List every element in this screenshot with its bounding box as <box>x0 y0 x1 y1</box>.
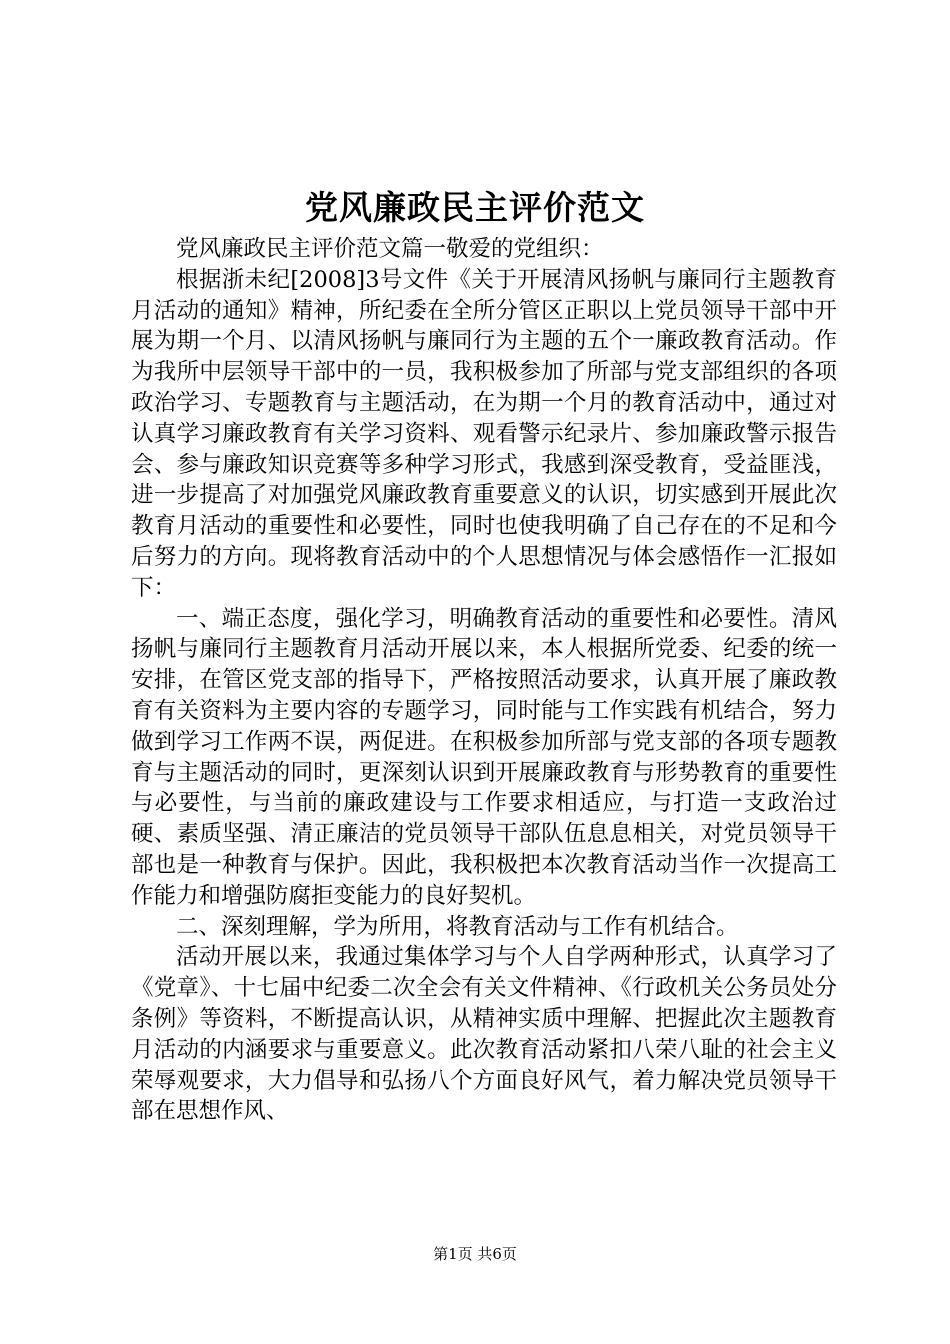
paragraph-section-one: 一、端正态度，强化学习，明确教育活动的重要性和必要性。清风扬帆与廉同行主题教育月活动开展以来，本人根据所党委、纪委的统一安排，在管区党支部的指导下，严格按照活动要求，认真开展了廉政教育有关资料为主要内容的专题学习，同时能与工作实践有机结合，努力做到学习工作两不误，两促进。在积极参加所部与党支部的各项专题教育与主题活动的同时，更深刻认识到开展廉政教育与形势教育的重要性与必要性，与当前的廉政建设与工作要求相适应，与打造一支政治过硬、素质坚强、清正廉洁的党员领导干部队伍息息相关，对党员领导干部也是一种教育与保护。因此，我积极把本次教育活动当作一次提高工作能力和增强防腐拒变能力的良好契机。 <box>131 605 837 909</box>
paragraph-salutation: 党风廉政民主评价范文篇一敬爱的党组织： <box>176 236 604 262</box>
document-body <box>131 234 837 1127</box>
paragraph-section-two-heading: 二、深刻理解，学为所用，将教育活动与工作有机结合。 <box>176 913 739 940</box>
page-footer: 第1页 共6页 <box>433 1245 517 1263</box>
paragraph-section-two-body: 活动开展以来，我通过集体学习与个人自学两种形式，认真学习了《党章》、十七届中纪委二次全会有关文件精神、《行政机关公务员处分条例》等资料，不断提高认识，从精神实质中理解、把握此次主题教育月活动的内涵要求与重要意义。此次教育活动紧扣八荣八耻的社会主义荣辱观要求，大力倡导和弘扬八个方面良好风气，着力解决党员领导干部在思想作风、 <box>131 944 837 1125</box>
page-title: 党风廉政民主评价范文 <box>305 188 645 227</box>
paragraph-intro: 根据浙未纪[2008]3号文件《关于开展清风扬帆与廉同行主题教育月活动的通知》精神，所纪委在全所分管区正职以上党员领导干部中开展为期一个月、以清风扬帆与廉同行为主题的五个一廉政教育活动。作为我所中层领导干部中的一员，我积极参加了所部与党支部组织的各项政治学习、专题教育与主题活动，在为期一个月的教育活动中，通过对认真学习廉政教育有关学习资料、观看警示纪录片、参加廉政警示报告会、参与廉政知识竞赛等多种学习形式，我感到深受教育，受益匪浅，进一步提高了对加强党风廉政教育重要意义的认识，切实感到开展此次教育月活动的重要性和必要性，同时也使我明确了自己存在的不足和今后努力的方向。现将教育活动中的个人思想情况与体会感悟作一汇报如下： <box>131 266 837 601</box>
